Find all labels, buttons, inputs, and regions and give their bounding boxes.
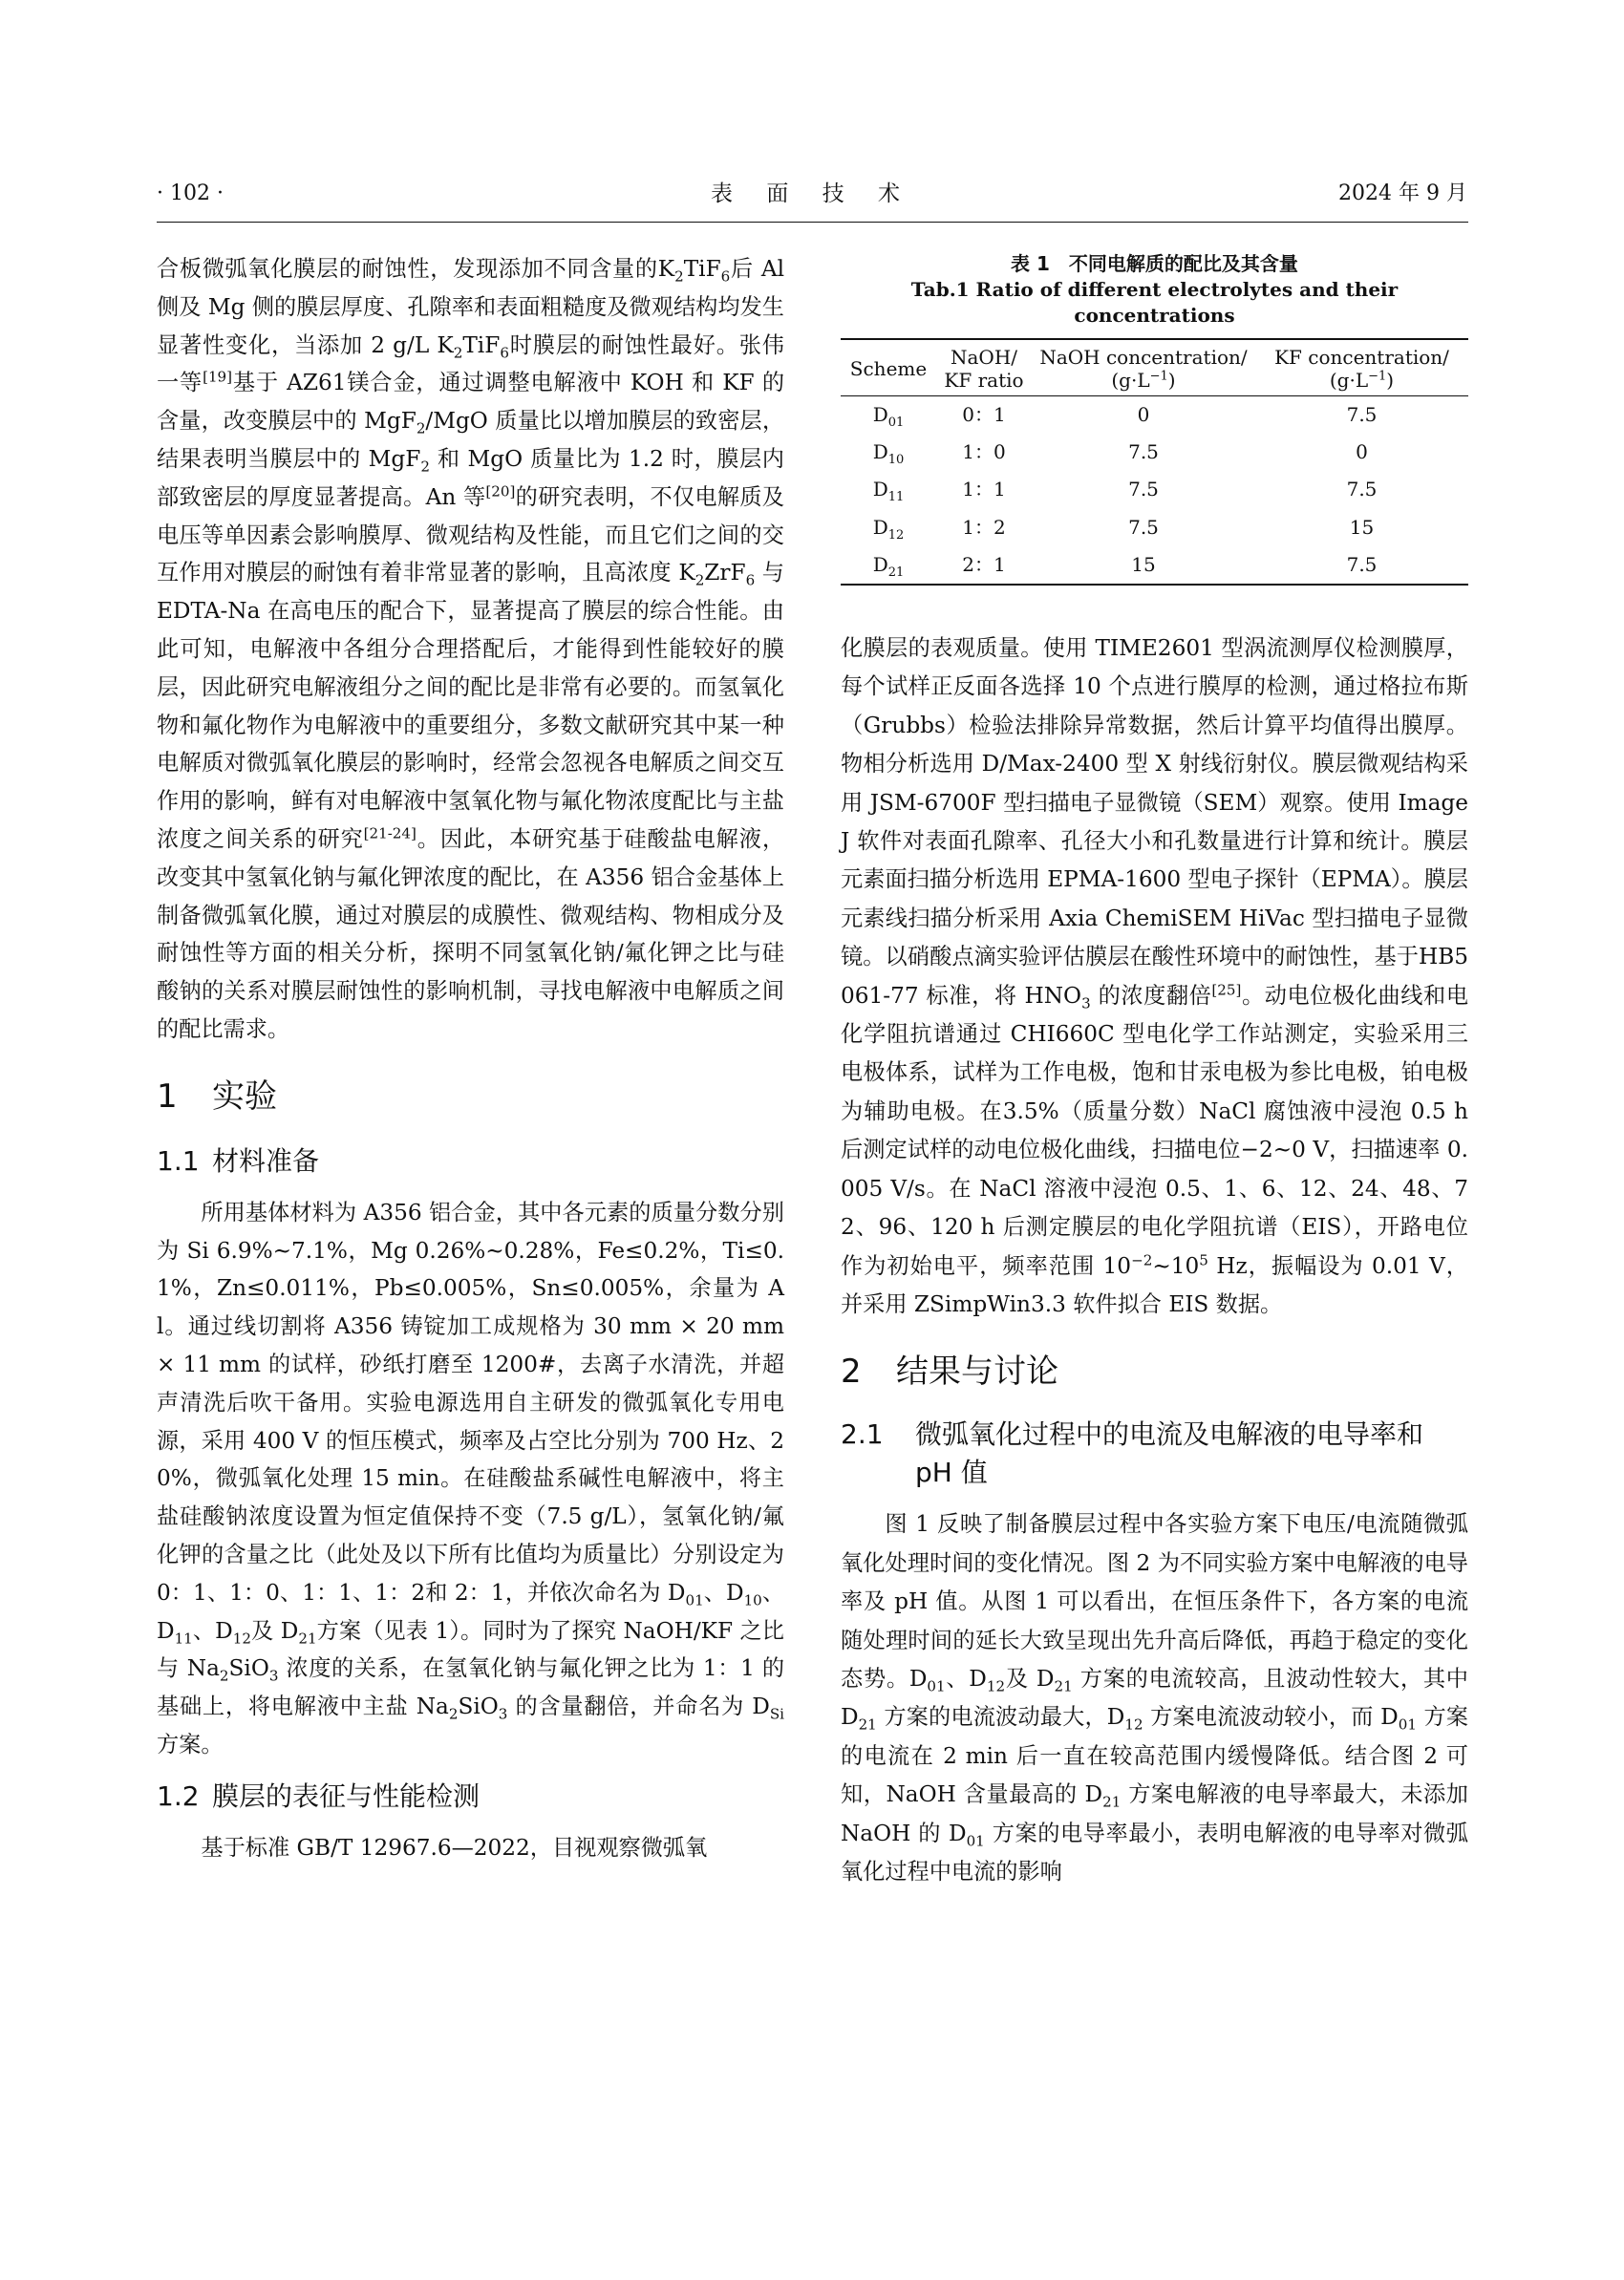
table-caption-cn: 表 1 不同电解质的配比及其含量 (1011, 252, 1298, 275)
right-column (841, 250, 1468, 1891)
issue-date: 2024 年 9 月 (1338, 181, 1467, 205)
table-cell: 2：1 (962, 552, 1006, 576)
table-header-cell: NaOH/ KF ratio (944, 346, 1024, 392)
table-cell: 7.5 (1346, 403, 1378, 426)
table-body (841, 396, 1468, 586)
subsection-number: 2.1 (841, 1418, 884, 1451)
table-row (841, 546, 1468, 585)
section-number: 1 (157, 1076, 178, 1116)
table-cell: 0 (1137, 403, 1150, 426)
table-cell: 15 (1131, 552, 1156, 576)
table-cell: 1：1 (962, 478, 1006, 501)
characterization-paragraph-start: 基于标准 GB/T 12967.6—2022，目视观察微弧氧 (201, 1834, 708, 1861)
table-cell: $D_{12}$ (872, 515, 905, 543)
table-cell: 7.5 (1346, 478, 1378, 501)
section-number: 2 (841, 1353, 862, 1392)
characterization-paragraph-cont: 化膜层的表观质量。使用 TIME2601 型涡流测厚仪检测膜厚，每个试样正反面各选择 10 个点进行膜厚的检测，通过格拉布斯（Grubbs）检验法排除异常数据，然后计算平均值得出膜厚。物相分析选用 D/Max-2400 型 X 射线衍射仪。膜层微观结构采用 JSM-6700F 型扫描电子显微镜（SEM）观察。使用 Image J 软件对表面孔隙率、孔径大小和孔数量进行计算和统计。膜层元素面扫描分析选用 EPMA-1600 型电子探针（EPMA）。膜层元素线扫描分析采用 Axia ChemiSEM HiVac 型扫描电子显微镜。以硝酸点滴实验评估膜层在酸性环境中的耐蚀性，基于HB5061-77 标准，将 $HNO_3$ 的浓度翻倍[25]。动电位极化曲线和电化学阻抗谱通过 CHI660C 型电化学工作站测定，实验采用三电极体系，试样为工作电极，饱和甘汞电极为参比电极，铂电极为辅助电极。在3.5%（质量分数）NaCl 腐蚀液中浸泡 0.5 h 后测定试样的动电位极化曲线，扫描电位−2~0 V，扫描速率 0.005 V/s。在 NaCl 溶液中浸泡 0.5、1、6、12、24、48、72、96、120 h 后测定膜层的电化学阻抗谱（EIS），开路电位作为初始电平，频率范围 $10^{-2}\sim 10^5$ Hz，振幅设为 0.01 V，并采用 ZSimpWin3.3 软件拟合 EIS 数据。 (841, 635, 1469, 1317)
materials-paragraph: 所用基体材料为 A356 铝合金，其中各元素的质量分数分别为 Si 6.9%~7.1%，Mg 0.26%~0.28%，Fe≤0.2%，Ti≤0.1%，Zn≤0.011%，Pb≤0.005%，Sn≤0.005%，余量为 Al。通过线切割将 A356 铸锭加工成规格为 30 mm × 20 mm × 11 mm 的试样，砂纸打磨至 1200#，去离子水清洗，并超声清洗后吹干备用。实验电源选用自主研发的微弧氧化专用电源，采用 400 V 的恒压模式，频率及占空比分别为 700 Hz、20%，微弧氧化处理 15 min。在硅酸盐系碱性电解液中，将主盐硅酸钠浓度设置为恒定值保持不变（7.5 g/L），氢氧化钠/氟化钾的含量之比（此处及以下所有比值均为质量比）分别设定为 0：1、1：0、1：1、1：2和 2：1，并依次命名为 $D_{01}$、$D_{10}$、$D_{11}$、$D_{12}$及 $D_{21}$方案（见表 1）。同时为了探究 NaOH/KF 之比与 $Na_2SiO_3$ 浓度的关系，在氢氧化钠与氟化钾之比为 1：1 的基础上，将电解液中主盐 $Na_2SiO_3$ 的含量翻倍，并命名为 $D_{Si}$ 方案。 (157, 1199, 785, 1758)
section-title: 结果与讨论 (896, 1353, 1058, 1392)
table-row (841, 434, 1468, 471)
left-column (157, 250, 784, 1866)
table-caption-en: Tab.1 Ratio of different electrolytes and their concentrations (910, 278, 1399, 327)
table-header-cell: NaOH concentration/ $(g\cdot L^{-1})$ (1039, 346, 1248, 392)
subsection-heading-materials (157, 1142, 784, 1181)
table-cell: 7.5 (1128, 478, 1159, 501)
table-row (841, 471, 1468, 508)
electrolyte-ratio-table (841, 338, 1468, 586)
table-cell: $D_{11}$ (872, 478, 905, 505)
subsection-title: 材料准备 (212, 1144, 320, 1177)
results-paragraph: 图 1 反映了制备膜层过程中各实验方案下电压/电流随微弧氧化处理时间的变化情况。图 2 为不同实验方案中电解液的电导率及 pH 值。从图 1 可以看出，在恒压条件下，各方案的电流随处理时间的延长大致呈现出先升高后降低，再趋于稳定的变化态势。$D_{01}$、$D_{12}$及 $D_{21}$ 方案的电流较高，且波动性较大，其中 $D_{21}$ 方案的电流波动最大，$D_{12}$ 方案电流波动较小，而 $D_{01}$ 方案的电流在 2 min 后一直在较高范围内缓慢降低。结合图 2 可知，NaOH 含量最高的 $D_{21}$ 方案电解液的电导率最大，未添加 NaOH 的 $D_{01}$ 方案的电导率最小，表明电解液的电导率对微弧氧化过程中电流的影响 (841, 1511, 1468, 1885)
table-cell: $D_{10}$ (872, 440, 905, 468)
page-number: · 102 · (157, 181, 224, 205)
journal-title: 表 面 技 术 (711, 181, 913, 206)
intro-paragraph: 合板微弧氧化膜层的耐蚀性，发现添加不同含量的$K_2TiF_6$后 Al 侧及 Mg 侧的膜层厚度、孔隙率和表面粗糙度及微观结构均发生显著性变化，当添加 2 g/L $K_2TiF_6$时膜层的耐蚀性最好。张伟一等[19]基于 AZ61镁合金，通过调整电解液中 KOH 和 KF 的含量，改变膜层中的 MgF$_2$/MgO 质量比以增加膜层的致密层，结果表明当膜层中的 MgF$_2$ 和 MgO 质量比为 1.2 时，膜层内部致密层的厚度显著提高。An 等[20]的研究表明，不仅电解质及电压等单因素会影响膜厚、微观结构及性能，而且它们之间的交互作用对膜层的耐蚀有着非常显著的影响，且高浓度 $K_2ZrF_6$ 与 EDTA-Na 在高电压的配合下，显著提高了膜层的综合性能。由此可知，电解液中各组分合理搭配后，才能得到性能较好的膜层，因此研究电解液组分之间的配比是非常有必要的。而氢氧化物和氟化物作为电解液中的重要组分，多数文献研究其中某一种电解质对微弧氧化膜层的影响时，经常会忽视各电解质之间交互作用的影响，鲜有对电解液中氢氧化物与氟化物浓度配比与主盐浓度之间关系的研究[21-24]。因此，本研究基于硅酸盐电解液，改变其中氢氧化钠与氟化钾浓度的配比，在 A356 铝合金基体上制备微弧氧化膜，通过对膜层的成膜性、微观结构、物相成分及耐蚀性等方面的相关分析，探明不同氢氧化钠/氟化钾之比与硅酸钠的关系对膜层耐蚀性的影响机制，寻找电解液中电解质之间的配比需求。 (157, 256, 785, 1042)
table-cell: 7.5 (1128, 515, 1159, 539)
subsection-number: 1.1 (157, 1144, 200, 1177)
section-heading-experiment (157, 1077, 784, 1116)
table-cell: 1：0 (962, 440, 1006, 464)
table-cell: 7.5 (1346, 552, 1378, 576)
table-cell: $D_{01}$ (872, 403, 905, 430)
table-header-row (841, 339, 1468, 396)
subsection-heading-characterization (157, 1778, 784, 1816)
table-header-cell: Scheme (849, 357, 928, 380)
table-cell: $D_{21}$ (872, 552, 905, 580)
table-header-cell: KF concentration/ $(g\cdot L^{-1})$ (1274, 346, 1449, 392)
section-title: 实验 (212, 1076, 277, 1116)
subsection-title: 膜层的表征与性能检测 (212, 1779, 481, 1812)
subsection-number: 1.2 (157, 1779, 200, 1812)
table-cell: 7.5 (1128, 440, 1159, 464)
subsection-title: 微弧氧化过程中的电流及电解液的电导率和 pH 值 (915, 1418, 1424, 1489)
header-rule (157, 222, 1468, 223)
section-heading-results (841, 1353, 1468, 1391)
table-row (841, 396, 1468, 435)
subsection-heading-current (841, 1416, 1468, 1492)
table-cell: 1：2 (962, 515, 1006, 539)
table-row (841, 509, 1468, 546)
table-cell: 0 (1356, 440, 1368, 464)
table-cell: 15 (1349, 515, 1375, 539)
table-cell: 0：1 (962, 403, 1006, 426)
